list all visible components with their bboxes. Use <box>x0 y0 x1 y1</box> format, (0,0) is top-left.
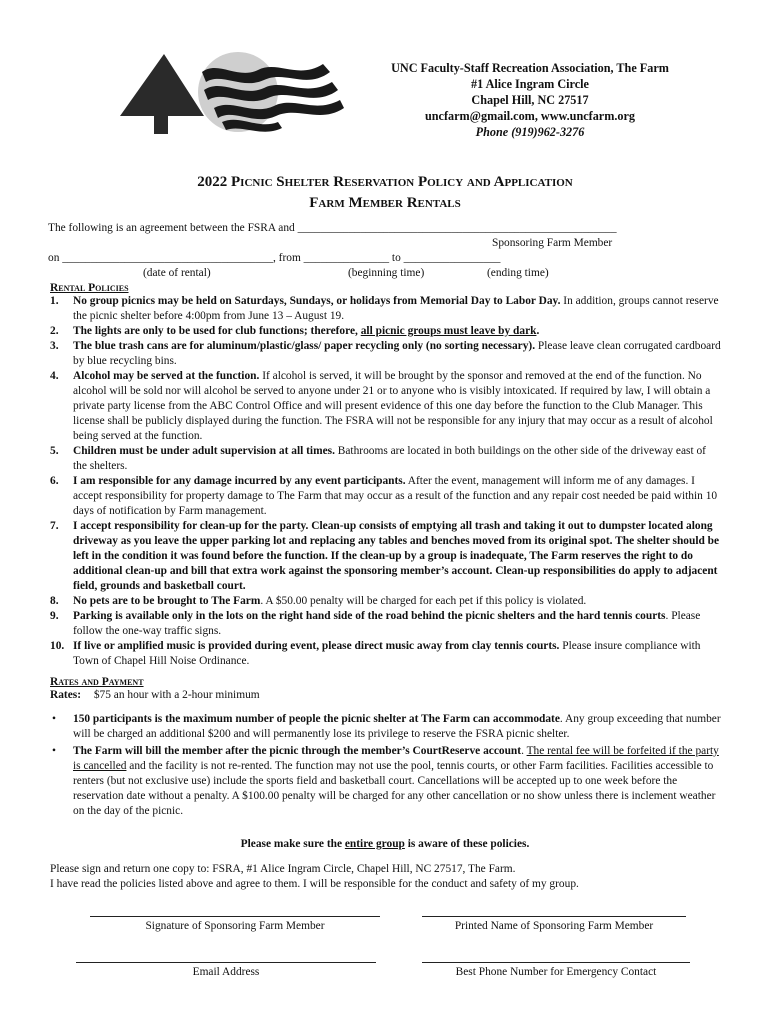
email-caption: Email Address <box>192 966 260 978</box>
bullet-dot: • <box>52 713 56 725</box>
organization-header <box>365 60 695 140</box>
policy-item <box>50 594 722 609</box>
policy-item <box>50 474 722 519</box>
policy-number: 10. <box>50 640 65 652</box>
date-caption: (date of rental) <box>143 267 211 279</box>
agreement-intro: The following is an agreement between the FSRA and ________________________________________________________ <box>48 222 617 234</box>
policy-bold-text: I accept responsibility for clean-up for the party. Clean-up consists of emptying all trash and taking it out to dumpster located along driveway as you leave the upper parking lot and replacing any tables and benches moved from its original spot. The shelter should be left in the condition it was found before the function. If the clean-up by a group is inadequate, The Farm reserves the right to do additional clean-up and bill that extra work against the sponsoring member’s account. Clean-up responsibilities do apply to adjacent field, grounds and basketball court. <box>73 520 720 592</box>
policy-text: After the event, management will inform me of any damages. I accept responsibility for property damage to The Farm that may occur as a result of the function and any repair cost needed be paid within 10 days of notification by Farm management. <box>73 475 718 517</box>
policy-item <box>50 339 722 369</box>
payment-bullet-item <box>50 712 722 742</box>
policy-text: . Please follow the one-way traffic signs. <box>73 610 701 637</box>
policy-text: In addition, groups cannot reserve the picnic shelter before 4:00pm from June 13 – August 19. <box>73 295 719 322</box>
policy-bold-text: The blue trash cans are for aluminum/plastic/glass/ paper recycling only (no sorting necessary). <box>73 340 536 352</box>
org-phone: Phone (919)962-3276 <box>475 125 585 139</box>
rates-value: $75 an hour with a 2-hour minimum <box>93 689 260 701</box>
sponsor-caption: Sponsoring Farm Member <box>492 237 613 249</box>
org-contact: uncfarm@gmail.com, www.uncfarm.org <box>424 109 636 123</box>
email-field[interactable] <box>76 952 376 980</box>
begin-time-caption: (beginning time) <box>348 267 425 279</box>
policy-text: If alcohol is served, it will be brought by the sponsor and removed at the end of the function. No alcohol will be sold nor will alcohol be served to anyone under 21 or to anyone who is visibly intoxicated. If required by law, I will obtain a private party license from the ABC Control Office and will present evidence of this one day before the function to the Club Manager. This license shall be publicly displayed during the function. The FSRA will not be responsible for any injury that may occur as a result of alcohol being served at the function. <box>73 370 713 442</box>
policy-bold-text: Parking is available only in the lots on the right hand side of the road behind the picnic shelters and the hard tennis courts <box>73 610 666 622</box>
policy-bold-text: Children must be under adult supervision at all times. <box>73 445 335 457</box>
policy-item <box>50 294 722 324</box>
aware-pre: Please make sure the <box>240 838 345 850</box>
printed-name-caption: Printed Name of Sponsoring Farm Member <box>454 920 654 932</box>
org-name: UNC Faculty-Staff Recreation Association, The Farm <box>391 61 669 75</box>
awareness-notice <box>0 837 770 852</box>
printed-name-field[interactable] <box>422 906 686 934</box>
org-city: Chapel Hill, NC 27517 <box>471 93 589 107</box>
policy-bold-text: No group picnics may be held on Saturdays, Sundays, or holidays from Memorial Day to Labor Day. <box>73 295 561 307</box>
policy-item <box>50 609 722 639</box>
policy-number: 1. <box>50 295 59 307</box>
policy-text: Please leave clean corrugated cardboard by blue recycling bins. <box>73 340 721 367</box>
policy-bold-text: If live or amplified music is provided during event, please direct music away from clay tennis courts. <box>73 640 560 652</box>
date-line: on _____________________________________, from _______________ to _________________ <box>48 252 501 264</box>
payment-bullet-item <box>50 744 722 819</box>
policy-item <box>50 444 722 474</box>
rates-heading: Rates and Payment <box>50 676 144 688</box>
return-instructions <box>50 862 730 892</box>
policy-number: 2. <box>50 325 59 337</box>
policy-underline-text: all picnic groups must leave by dark <box>360 325 537 337</box>
rental-policies-heading: Rental Policies <box>50 282 129 294</box>
policy-item <box>50 639 722 669</box>
aware-post: is aware of these policies. <box>404 838 530 850</box>
policy-number: 7. <box>50 520 59 532</box>
policy-text: Please insure compliance with Town of Chapel Hill Noise Ordinance. <box>73 640 701 667</box>
rates-row <box>50 688 260 703</box>
title-line-1: 2022 Picnic Shelter Reservation Policy and Application <box>197 174 573 190</box>
phone-field[interactable] <box>422 952 690 980</box>
aware-underline: entire group <box>344 838 405 850</box>
bullet-underline-text: The rental fee will be forfeited if the party is cancelled <box>73 745 719 772</box>
farm-logo <box>118 50 348 136</box>
bullet-dot: • <box>52 745 56 757</box>
end-time-caption: (ending time) <box>487 267 549 279</box>
policy-number: 5. <box>50 445 59 457</box>
org-address: #1 Alice Ingram Circle <box>471 77 589 91</box>
bullet-text: . Any group exceeding that number will be charged an additional $200 and will permanently lose its privilege to reserve the FSRA picnic shelter. <box>73 713 721 740</box>
policy-item <box>50 519 722 594</box>
payment-bullets <box>50 712 722 821</box>
policy-bold-text: No pets are to be brought to The Farm <box>73 595 261 607</box>
phone-caption: Best Phone Number for Emergency Contact <box>455 966 657 978</box>
policy-bold-text: The lights are only to be used for club functions; therefore, <box>73 325 358 337</box>
policy-text: . A $50.00 penalty will be charged for each pet if this policy is violated. <box>260 595 587 607</box>
rental-policies-list <box>50 294 722 669</box>
bullet-text: . <box>521 745 527 757</box>
policy-bold-text: Alcohol may be served at the function. <box>73 370 260 382</box>
bullet-bold-text: The Farm will bill the member after the picnic through the member’s CourtReserve account <box>73 745 522 757</box>
policy-tail: . <box>536 325 540 337</box>
read-line: I have read the policies listed above and agree to them. I will be responsible for the conduct and safety of my group. <box>50 878 579 890</box>
bullet-bold-text: 150 participants is the maximum number of people the picnic shelter at The Farm can accommodate <box>73 713 560 725</box>
title-line-2: Farm Member Rentals <box>309 195 461 211</box>
policy-item <box>50 369 722 444</box>
signature-field[interactable] <box>90 906 380 934</box>
policy-number: 8. <box>50 595 59 607</box>
policy-number: 6. <box>50 475 59 487</box>
policy-bold-text: I am responsible for any damage incurred by any event participants. <box>73 475 406 487</box>
bullet-tail: and the facility is not re-rented. The function may not use the pool, tennis courts, or other Farm facilities. Facilities accessible to renters (but not exclusive use) include the sports field and basketball court. Cancellations will be accepted up to one week before the reservation date without a penalty. A $100.00 penalty will be charged for any other cancellation or no show unless there is inclement weather on the day of the picnic. <box>73 760 716 817</box>
policy-number: 4. <box>50 370 59 382</box>
policy-number: 3. <box>50 340 59 352</box>
document-title <box>60 172 710 214</box>
policy-number: 9. <box>50 610 59 622</box>
policy-item <box>50 324 722 339</box>
rates-label: Rates: <box>50 689 81 701</box>
policy-text: Bathrooms are located in both buildings on the other side of the driveway east of the shelters. <box>73 445 706 472</box>
return-line: Please sign and return one copy to: FSRA, #1 Alice Ingram Circle, Chapel Hill, NC 27517, The Farm. <box>50 863 516 875</box>
signature-caption: Signature of Sponsoring Farm Member <box>145 920 325 932</box>
